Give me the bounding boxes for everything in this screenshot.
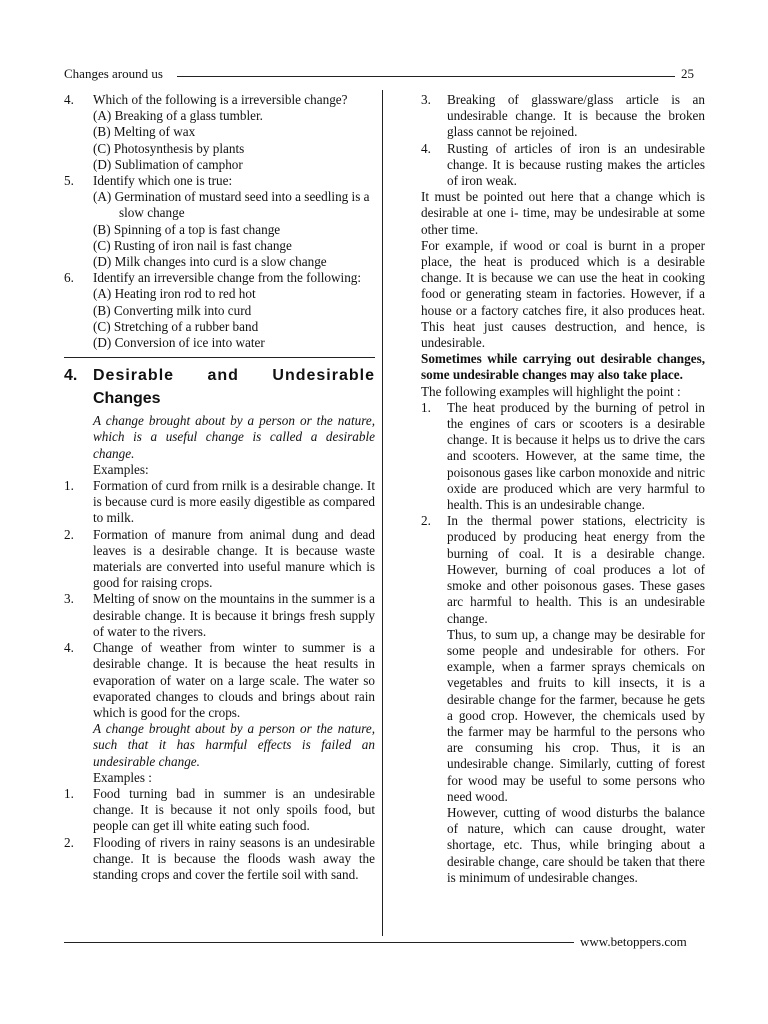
question-4: 4. Which of the following is a irreversible change? (A) Breaking of a glass tumbler. (B) Melting of wax (C) Photosynthesis by plants (D) Sublimation of camphor bbox=[64, 92, 375, 173]
header-rule bbox=[177, 76, 675, 77]
paragraph: It must be pointed out here that a change which is desirable at one i- time, may be undesirable at some other time. bbox=[421, 189, 705, 237]
examples-label: Examples : bbox=[93, 769, 152, 785]
paragraph: However, cutting of wood disturbs the balance of nature, which can cause drought, water shortage, etc. Thus, while bringing about a desirable change, care should be taken that there is minimum of undesirable changes. bbox=[447, 804, 705, 885]
option: (D) Milk changes into curd is a slow change bbox=[93, 254, 327, 270]
paragraph: Thus, to sum up, a change may be desirable for some people and undesirable for others. For example, when a farmer sprays chemicals on vegetables and fruits to kill insects, it is a desirable change for the farmer, because he gets a good crop. However, the chemicals used by the farmer may be harmful to the persons who are consuming his crop. Thus, it is an undesirable change. Similarly, cutting of forest for wood may be useful to some persons who need wood. bbox=[447, 626, 705, 804]
list-item: 1. The heat produced by the burning of petrol in the engines of cars or scooters is a desirable change. It is because it helps us to drive the cars and scooters. However, at the same time, the poisonous gases like carbon monoxide and nitric oxide are produced which are very harmful to health. This is an undesirable change. bbox=[421, 399, 705, 513]
paragraph: The following examples will highlight the point : bbox=[421, 383, 681, 399]
option: (B) Melting of wax bbox=[93, 124, 196, 140]
bold-statement: Sometimes while carrying out desirable changes, some undesirable changes may also take place. bbox=[421, 351, 705, 383]
list-item: 2. In the thermal power stations, electricity is produced by producing heat energy from the burning of coal. It is a desirable change. However, burning of coal produces a lot of smoke and other poisonous gases. These gases arc harmful to health. This is an undesirable change. bbox=[421, 513, 705, 626]
option: (C) Stretching of a rubber band bbox=[93, 318, 259, 334]
question-5: 5. Identify which one is true: (A) Germination of mustard seed into a seedling is a slow change (B) Spinning of a top is fast change (C) Rusting of iron nail is fast change (D) Milk changes into curd is a slow change bbox=[64, 173, 375, 270]
question-text: Identify which one is true: bbox=[93, 173, 233, 189]
list-item: 3. Breaking of glassware/glass article is an undesirable change. It is because the broken glass cannot be rejoined. bbox=[421, 92, 705, 140]
definition-undesirable: A change brought about by a person or the nature, such that it has harmful effects is failed an undesirable change. bbox=[93, 721, 375, 769]
column-divider bbox=[382, 90, 383, 936]
question-text: Which of the following is a irreversible change? bbox=[93, 92, 348, 107]
option: (A) Breaking of a glass tumbler. bbox=[93, 108, 263, 124]
definition-desirable: A change brought about by a person or the nature, which is a useful change is called a desirable change. bbox=[93, 413, 375, 461]
list-item: 1. Formation of curd from rnilk is a desirable change. It is because curd is more easily digestible as compared to milk. bbox=[64, 478, 375, 526]
question-6: 6. Identify an irreversible change from the following: (A) Heating iron rod to red hot (B) Converting milk into curd (C) Stretching of a rubber band (D) Conversion of ice into water bbox=[64, 270, 375, 351]
right-column bbox=[421, 92, 705, 886]
option: (A) Germination of mustard seed into a seedling is a slow change bbox=[93, 189, 370, 221]
list-item: 4. Rusting of articles of iron is an undesirable change. It is because rusting makes the articles of iron weak. bbox=[421, 140, 705, 189]
option: (B) Converting milk into curd bbox=[93, 302, 252, 318]
running-header-title: Changes around us bbox=[64, 66, 163, 81]
footer-url: www.betoppers.com bbox=[580, 934, 687, 949]
list-item: 2. Formation of manure from animal dung and dead leaves is a desirable change. It is because waste materials are converted into useful manure which is good for raising crops. bbox=[64, 526, 375, 591]
question-text: Identify an irreversible change from the following: bbox=[93, 270, 362, 286]
page-number: 25 bbox=[681, 66, 694, 81]
examples-label: Examples: bbox=[93, 461, 149, 477]
list-item: 3. Melting of snow on the mountains in the summer is a desirable change. It is because it brings fresh supply of water to the rivers. bbox=[64, 591, 375, 639]
list-item: 4. Change of weather from winter to summer is a desirable change. It is because the heat results in evaporation of water on a large scale. The water so evaporated changes to clouds and brings about rain which is good for the crops. bbox=[64, 640, 375, 720]
option: (A) Heating iron rod to red hot bbox=[93, 286, 256, 302]
option: (B) Spinning of a top is fast change bbox=[93, 221, 281, 237]
section-heading: 4. Desirable and Undesirable Changes bbox=[64, 367, 375, 408]
option: (D) Conversion of ice into water bbox=[93, 335, 265, 351]
left-column bbox=[64, 92, 375, 883]
footer-rule bbox=[64, 942, 574, 943]
option: (C) Rusting of iron nail is fast change bbox=[93, 237, 292, 253]
option: (C) Photosynthesis by plants bbox=[93, 140, 245, 156]
paragraph: For example, if wood or coal is burnt in a proper place, the heat is produced which is a desirable change. It is because we can use the heat in cooking food or generating steam in factories. However, if a house or a factory catches fire, it also produces heat. This heat just causes destruction, and hence, is undesirable. bbox=[421, 237, 705, 351]
list-item: 2. Flooding of rivers in rainy seasons is an undesirable change. It is because the floods wash away the standing crops and cover the fertile soil with sand. bbox=[64, 834, 375, 882]
list-item: 1. Food turning bad in summer is an undesirable change. It is because it not only spoils food, but people can get ill white eating such food. bbox=[64, 785, 375, 834]
section-rule bbox=[64, 357, 375, 358]
option: (D) Sublimation of camphor bbox=[93, 156, 243, 172]
